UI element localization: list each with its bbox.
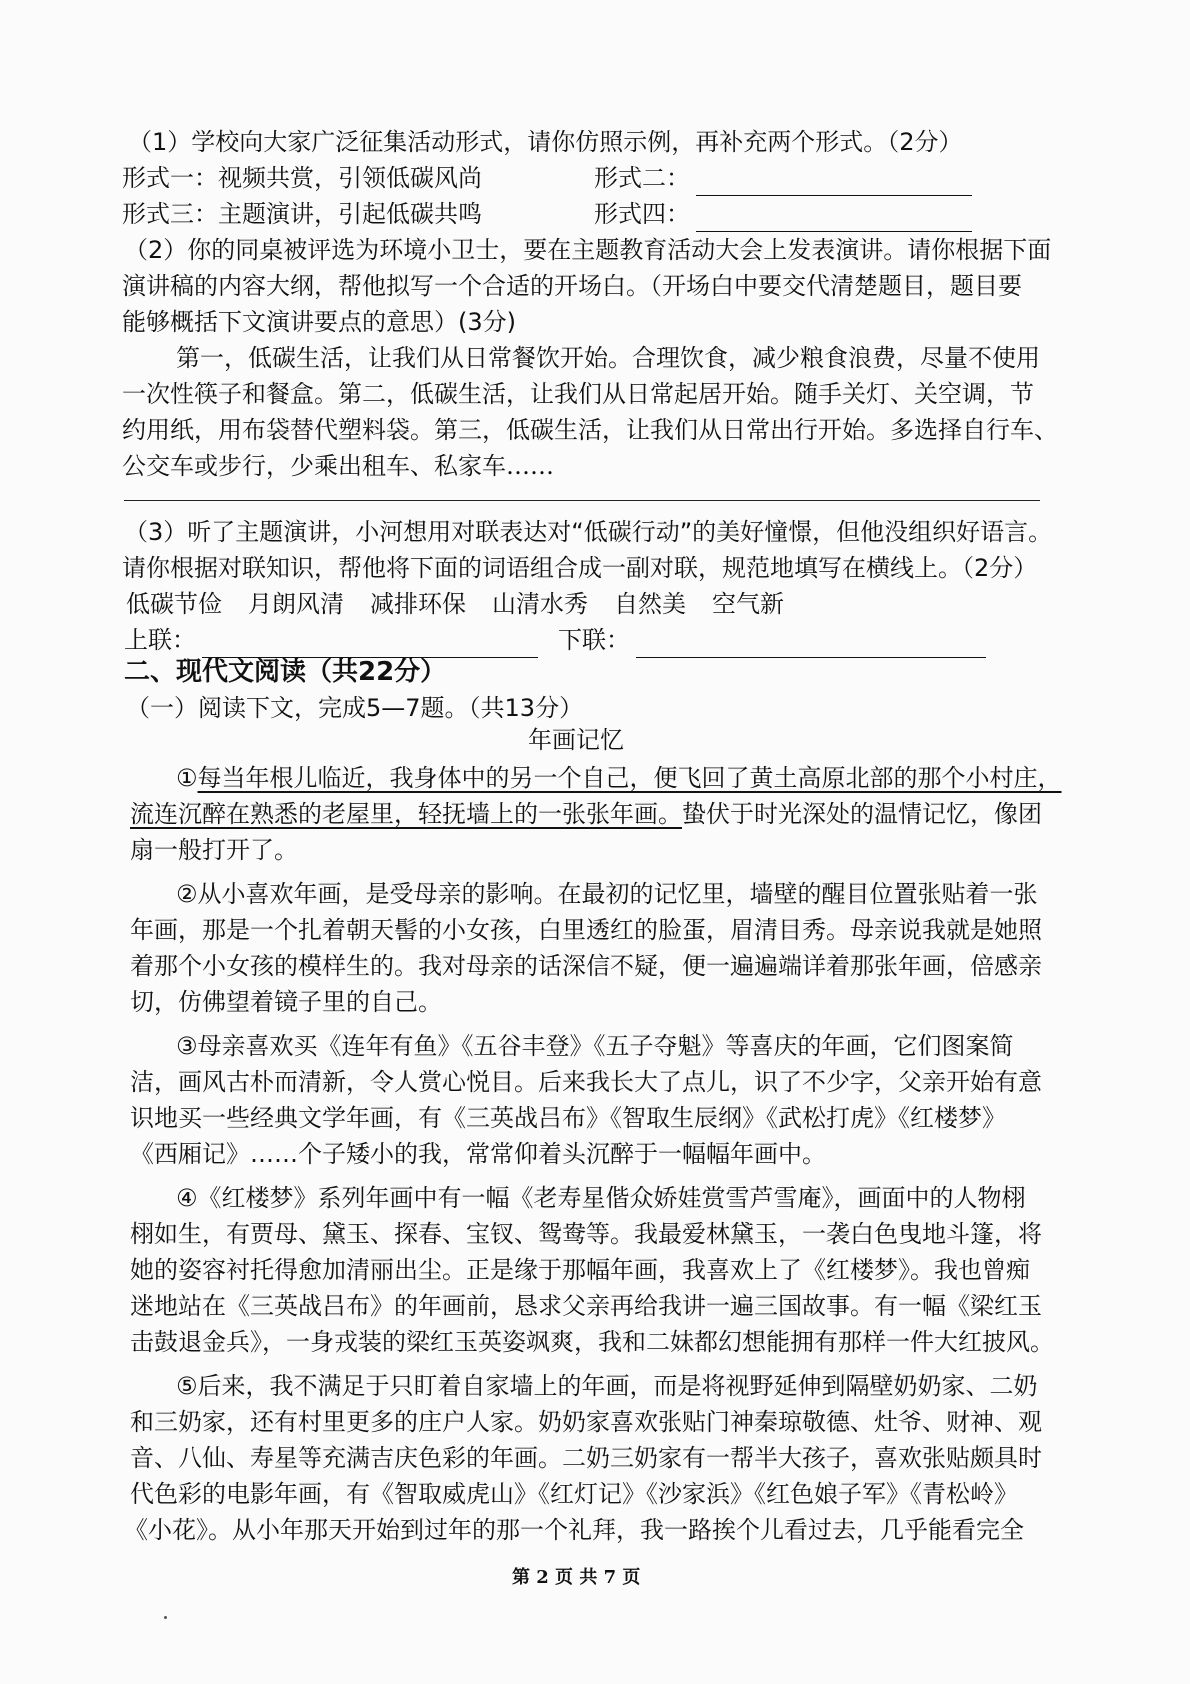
article-p1-line-2 (130, 796, 1042, 832)
sentence-text: 蛰伏于时光深处的温情记忆，像团 (682, 800, 1042, 828)
article-p4-line-2: 栩如生，有贾母、黛玉、探春、宝钗、鸳鸯等。我最爱林黛玉，一袭白色曳地斗篷，将 (130, 1220, 1042, 1248)
article-p4-line-5: 击鼓退金兵》，一身戎装的梁红玉英姿飒爽，我和二妹都幻想能拥有那样一件大红披风。 (130, 1328, 1054, 1356)
article-p5-line-5: 《小花》。从小年那天开始到过年的那一个礼拜，我一路挨个儿看过去，几乎能看完全 (124, 1516, 1024, 1544)
form2-label: 形式二： (594, 164, 690, 192)
article-p4-line-3: 她的姿容衬托得愈加清丽出尘。正是缘于那幅年画，我喜欢上了《红楼梦》。我也曾痴 (130, 1256, 1030, 1284)
form4-answer-line[interactable] (696, 205, 972, 232)
word-bank-item: 低碳节俭 (126, 590, 222, 618)
form1-example: 形式一：视频共赏，引领低碳风尚 (122, 164, 482, 192)
q2-prompt-line-3: 能够概括下文演讲要点的意思）(3分) (122, 308, 516, 336)
section-heading: 二、现代文阅读（共22分） (124, 657, 447, 687)
article-p5-line-4: 代色彩的电影年画，有《智取威虎山》《红灯记》《沙家浜》《红色娘子军》《青松岭》 (130, 1480, 1018, 1508)
upper-couplet-label: 上联： (124, 626, 196, 654)
q2-answer-line[interactable] (124, 500, 1040, 501)
article-p4-line-1: ④《红楼梦》系列年画中有一幅《老寿星偕众娇娃赏雪芦雪庵》，画面中的人物栩 (176, 1184, 1026, 1212)
article-p5-line-3: 音、八仙、寿星等充满吉庆色彩的年画。二奶三奶家有一帮半大孩子，喜欢张贴颇具时 (130, 1444, 1042, 1472)
word-bank-item: 自然美 (614, 590, 686, 618)
lower-couplet-field (558, 622, 986, 658)
article-p5-line-2: 和三奶家，还有村里更多的庄户人家。奶奶家喜欢张贴门神秦琼敬德、灶爷、财神、观 (130, 1408, 1042, 1436)
article-p2-line-1: ②从小喜欢年画，是受母亲的影响。在最初的记忆里，墙壁的醒目位置张贴着一张 (176, 880, 1038, 908)
underlined-sentence: 每当年根儿临近，我身体中的另一个自己，便飞回了黄土高原北部的那个小村庄， (197, 764, 1062, 792)
article-p3-line-1: ③母亲喜欢买《连年有鱼》《五谷丰登》《五子夺魁》等喜庆的年画，它们图案简 (176, 1032, 1014, 1060)
article-p3-line-3: 识地买一些经典文学年画，有《三英战吕布》《智取生辰纲》《武松打虎》《红楼梦》 (130, 1104, 1006, 1132)
speech-outline-line-4: 公交车或步行，少乘出租车、私家车…… (122, 452, 554, 480)
word-bank-item: 减排环保 (370, 590, 466, 618)
speech-outline-line-2: 一次性筷子和餐盒。第二，低碳生活，让我们从日常起居开始。随手关灯、关空调，节 (122, 380, 1034, 408)
word-bank-item: 山清水秀 (492, 590, 588, 618)
section-subheading: （一）阅读下文，完成5—7题。（共13分） (126, 694, 584, 722)
q2-prompt-line-2: 演讲稿的内容大纲，帮他拟写一个合适的开场白。（开场白中要交代清楚题目，题目要 (122, 272, 1022, 300)
paragraph-number: ① (176, 764, 198, 792)
article-p1-line-1 (176, 760, 1062, 796)
article-p3-line-4: 《西厢记》……个子矮小的我，常常仰着头沉醉于一幅幅年画中。 (130, 1140, 826, 1168)
q1-prompt: （1）学校向大家广泛征集活动形式，请你仿照示例，再补充两个形式。（2分） (128, 128, 963, 156)
q3-prompt-line-1: （3）听了主题演讲，小河想用对联表达对“低碳行动”的美好憧憬，但他没组织好语言。 (124, 518, 1053, 546)
form2-answer-line[interactable] (696, 169, 972, 196)
lower-couplet-label: 下联： (558, 626, 630, 654)
article-p4-line-4: 迷地站在《三英战吕布》的年画前，恳求父亲再给我讲一遍三国故事。有一幅《梁红玉 (130, 1292, 1042, 1320)
word-bank-item: 空气新 (712, 590, 784, 618)
article-p2-line-4: 切，仿佛望着镜子里的自己。 (130, 988, 442, 1016)
q2-prompt-line-1: （2）你的同桌被评选为环境小卫士，要在主题教育活动大会上发表演讲。请你根据下面 (124, 236, 1052, 264)
speech-outline-line-1: 第一，低碳生活，让我们从日常餐饮开始。合理饮食，减少粮食浪费，尽量不使用 (176, 344, 1040, 372)
word-bank-item: 月朗风清 (248, 590, 344, 618)
article-p1-line-3: 扇一般打开了。 (130, 836, 298, 864)
article-p2-line-2: 年画，那是一个扎着朝天髻的小女孩，白里透红的脸蛋，眉清目秀。母亲说我就是她照 (130, 916, 1042, 944)
underlined-sentence-end: 流连沉醉在熟悉的老屋里，轻抚墙上的一张张年画。 (130, 800, 682, 828)
speech-outline-line-3: 约用纸，用布袋替代塑料袋。第三，低碳生活，让我们从日常出行开始。多选择自行车、 (122, 416, 1058, 444)
article-p2-line-3: 着那个小女孩的模样生的。我对母亲的话深信不疑，便一遍遍端详着那张年画，倍感亲 (130, 952, 1042, 980)
form3-example: 形式三：主题演讲，引起低碳共鸣 (122, 200, 482, 228)
article-p5-line-1: ⑤后来，我不满足于只盯着自家墙上的年画，而是将视野延伸到隔壁奶奶家、二奶 (176, 1372, 1038, 1400)
couplet-word-bank (126, 586, 810, 622)
article-title: 年画记忆 (528, 726, 624, 754)
q3-prompt-line-2: 请你根据对联知识，帮他将下面的词语组合成一副对联，规范地填写在横线上。（2分） (122, 554, 1038, 582)
upper-couplet-field (124, 622, 538, 658)
scan-speck (164, 1616, 167, 1619)
form2-field (594, 160, 972, 196)
lower-couplet-answer-line[interactable] (636, 631, 986, 658)
form4-field (594, 196, 972, 232)
form4-label: 形式四： (594, 200, 690, 228)
article-p3-line-2: 洁，画风古朴而清新，令人赏心悦目。后来我长大了点儿，识了不少字，父亲开始有意 (130, 1068, 1042, 1096)
page-number: 第 2 页 共 7 页 (512, 1567, 641, 1588)
